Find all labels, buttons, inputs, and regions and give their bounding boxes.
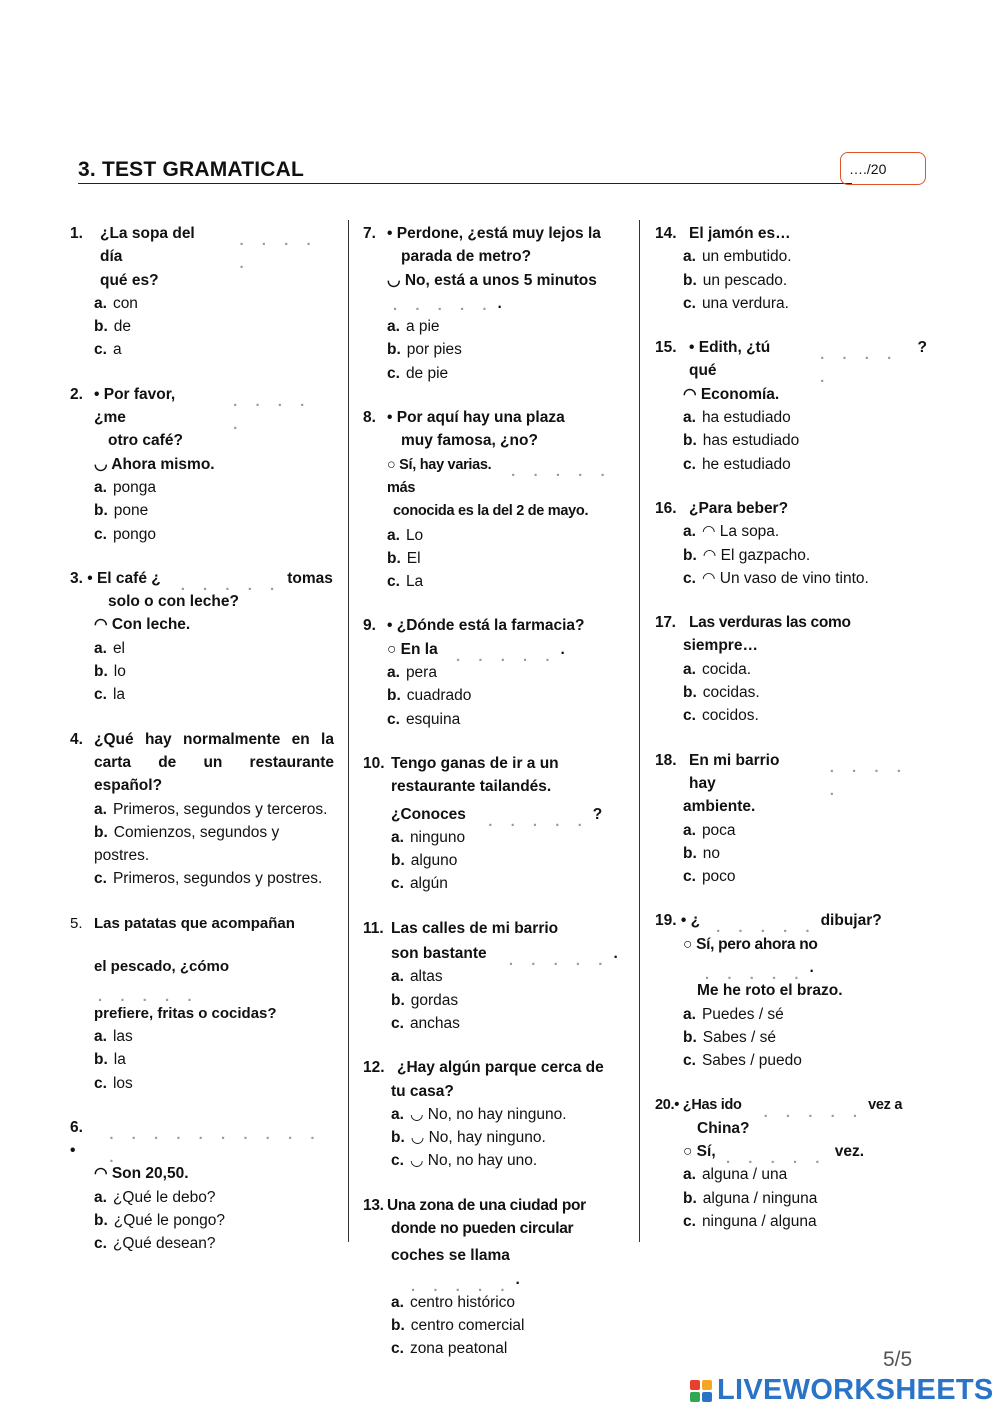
question-11: 11. Las calles de mi barrio son bastante . . . . . . a. altas b. gordas c. anchas <box>363 917 631 1035</box>
option-b[interactable]: b. lo <box>94 663 126 681</box>
option-c[interactable]: c. zona peatonal <box>391 1340 508 1358</box>
answer-blank[interactable]: . . . . . <box>725 1150 827 1168</box>
option-c[interactable]: c. ◠ Un vaso de vino tinto. <box>683 569 869 587</box>
option-c[interactable]: c. de pie <box>387 364 449 382</box>
answer-blank[interactable]: . . . . . <box>393 296 494 314</box>
question-15: 15. • Edith, ¿tú qué . . . . . ? ◠ Economía. a. ha estudiado b. has estudiado c. he estudiado <box>655 336 927 476</box>
answer-blank[interactable]: . . . . . <box>763 1103 865 1121</box>
option-b[interactable]: b. ◡ No, hay ninguno. <box>391 1129 546 1147</box>
option-b[interactable]: b. Comienzos, segundos y postres. <box>94 823 280 865</box>
question-1: 1. ¿La sopa del día . . . . . qué es? a. con b. de c. a <box>70 222 334 362</box>
option-b[interactable]: b. de <box>94 318 132 336</box>
answer-blank[interactable]: . . . . . <box>829 758 908 799</box>
question-6: 6. • . . . . . . . . . . . ◠ Son 20,50. a. ¿Qué le debo? b. ¿Qué le pongo? c. ¿Qué desean? <box>70 1116 334 1256</box>
option-a[interactable]: a. ponga <box>94 478 157 496</box>
answer-blank[interactable]: . . . . . <box>98 988 199 1006</box>
option-c[interactable]: c. los <box>94 1074 133 1092</box>
option-a[interactable]: a. con <box>94 294 138 312</box>
option-a[interactable]: a. cocida. <box>683 660 752 678</box>
question-18: 18. En mi barrio hay . . . . . ambiente. a. poca b. no c. poco <box>655 749 927 889</box>
option-c[interactable]: c. la <box>94 686 126 704</box>
column-divider-1 <box>348 220 349 1242</box>
option-b[interactable]: b. cocidas. <box>683 684 760 702</box>
question-3: 3. • El café ¿ . . . . . tomas solo o con leche? ◠ Con leche. a. el b. lo c. la <box>70 567 334 707</box>
answer-blank[interactable]: . . . . . <box>239 232 318 273</box>
option-a[interactable]: a. poca <box>683 821 736 839</box>
option-a[interactable]: a. centro histórico <box>391 1293 516 1311</box>
question-9: 9. • ¿Dónde está la farmacia? ○ En la . . . . . . a. pera b. cuadrado c. esquina <box>363 614 631 730</box>
answer-blank[interactable]: . . . . . . . . . . . <box>109 1125 322 1167</box>
question-16: 16. ¿Para beber? a. ◠ La sopa. b. ◠ El gazpacho. c. ◠ Un vaso de vino tinto. <box>655 497 927 590</box>
section-title: 3. TEST GRAMATICAL <box>78 158 305 181</box>
answer-blank[interactable]: . . . . . <box>716 919 817 937</box>
option-c[interactable]: c. a <box>94 341 122 359</box>
option-b[interactable]: b. ¿Qué le pongo? <box>94 1211 225 1229</box>
option-c[interactable]: c. una verdura. <box>683 294 789 312</box>
option-c[interactable]: c. ninguna / alguna <box>683 1212 817 1230</box>
option-b[interactable]: b. centro comercial <box>391 1317 525 1335</box>
option-a[interactable]: a. ninguno <box>391 828 466 846</box>
option-c[interactable]: c. algún <box>391 875 448 893</box>
option-a[interactable]: a. un embutido. <box>683 248 792 266</box>
option-c[interactable]: c. poco <box>683 868 736 886</box>
question-4: 4. ¿Qué hay normalmente en la carta de un restaurante español? a. Primeros, segundos y terceros. b. Comienzos, segundos y postres. c. Primeros, segundos y postres. <box>70 728 334 891</box>
option-b[interactable]: b. pone <box>94 502 149 520</box>
option-b[interactable]: b. Sabes / sé <box>683 1028 777 1046</box>
option-a[interactable]: a. Primeros, segundos y terceros. <box>94 800 328 818</box>
answer-blank[interactable]: . . . . . <box>180 576 282 594</box>
option-a[interactable]: a. ¿Qué le debo? <box>94 1188 216 1206</box>
answer-blank[interactable]: . . . . . <box>511 462 612 480</box>
option-c[interactable]: c. La <box>387 573 424 591</box>
question-14: 14. El jamón es… a. un embutido. b. un pescado. c. una verdura. <box>655 222 927 315</box>
title-underline <box>78 183 852 184</box>
logo-text: LIVEWORKSHEETS <box>717 1374 994 1406</box>
option-c[interactable]: c. esquina <box>387 710 461 728</box>
option-a[interactable]: a. ha estudiado <box>683 409 791 427</box>
question-1-text: ¿La sopa del día <box>100 225 195 266</box>
option-b[interactable]: b. ◠ El gazpacho. <box>683 546 811 564</box>
answer-blank[interactable]: . . . . . <box>488 812 589 830</box>
option-a[interactable]: a. el <box>94 639 126 657</box>
question-20: 20.• ¿Has ido . . . . . vez a China? ○ Sí, . . . . . vez. a. alguna / una b. alguna / ninguna c. ninguna / alguna <box>655 1094 927 1234</box>
option-c[interactable]: c. he estudiado <box>683 455 791 473</box>
option-c[interactable]: c. pongo <box>94 525 157 543</box>
answer-blank[interactable]: . . . . . <box>233 392 312 434</box>
option-a[interactable]: a. alguna / una <box>683 1166 788 1184</box>
option-a[interactable]: a. a pie <box>387 318 440 336</box>
liveworksheets-logo[interactable] <box>690 1374 994 1407</box>
question-7: 7. • Perdone, ¿está muy lejos la parada de metro? ◡ No, está a unos 5 minutos . . . . . . a. a pie b. por pies c. de pie <box>363 222 631 385</box>
answer-blank[interactable]: . . . . . <box>705 966 806 984</box>
option-b[interactable]: b. alguno <box>391 852 458 870</box>
option-b[interactable]: b. gordas <box>391 991 459 1009</box>
answer-blank[interactable]: . . . . . <box>411 1277 512 1295</box>
score-field[interactable] <box>840 152 926 185</box>
option-b[interactable]: b. alguna / ninguna <box>683 1189 818 1207</box>
column-3 <box>655 222 927 1254</box>
option-a[interactable]: a. altas <box>391 968 443 986</box>
option-c[interactable]: c. ¿Qué desean? <box>94 1235 216 1253</box>
question-5: 5. Las patatas que acompañan el pescado, ¿cómo . . . . . prefiere, fritas o cocidas? a. las b. la c. los <box>70 912 334 1095</box>
option-b[interactable]: b. un pescado. <box>683 271 788 289</box>
answer-blank[interactable]: . . . . . <box>508 952 610 970</box>
option-c[interactable]: c. Sabes / puedo <box>683 1052 802 1070</box>
answer-blank[interactable]: . . . . . <box>456 647 557 665</box>
option-a[interactable]: a. ◡ No, no hay ninguno. <box>391 1105 567 1123</box>
option-c[interactable]: c. cocidos. <box>683 707 759 725</box>
question-19: 19. • ¿ . . . . . dibujar? ○ Sí, pero ahora no . . . . . . Me he roto el brazo. a. Puedes / sé b. Sabes / sé c. Sabes / puedo <box>655 909 927 1072</box>
option-c[interactable]: c. Primeros, segundos y postres. <box>94 870 323 888</box>
page-number: 5/5 <box>883 1348 913 1371</box>
option-b[interactable]: b. la <box>94 1051 126 1069</box>
question-2: 2. • Por favor, ¿me . . . . . otro café? ◡ Ahora mismo. a. ponga b. pone c. pongo <box>70 383 334 546</box>
column-divider-2 <box>639 220 640 1242</box>
column-1 <box>70 222 334 1277</box>
option-a[interactable]: a. Lo <box>387 526 424 544</box>
option-b[interactable]: b. El <box>387 549 421 567</box>
option-a[interactable]: a. Puedes / sé <box>683 1005 784 1023</box>
question-13: 13. Una zona de una ciudad por donde no pueden circular coches se llama . . . . . . a. centro histórico b. centro comercial c. zona peatonal <box>363 1194 631 1361</box>
score-text: …./20 <box>849 160 887 177</box>
column-2 <box>363 222 631 1382</box>
option-b[interactable]: b. cuadrado <box>387 687 472 705</box>
option-b[interactable]: b. no <box>683 844 721 862</box>
question-17: 17. Las verduras las como siempre… a. cocida. b. cocidas. c. cocidos. <box>655 611 927 727</box>
option-c[interactable]: c. ◡ No, no hay uno. <box>391 1152 538 1170</box>
option-a[interactable]: a. las <box>94 1027 133 1045</box>
option-b[interactable]: b. has estudiado <box>683 432 800 450</box>
option-a[interactable]: a. pera <box>387 664 437 682</box>
option-c[interactable]: c. anchas <box>391 1014 460 1032</box>
question-10: 10. Tengo ganas de ir a un restaurante tailandés. ¿Conoces . . . . . ? a. ninguno b. alguno c. algún <box>363 752 631 896</box>
question-12: 12. ¿Hay algún parque cerca de tu casa? a. ◡ No, no hay ninguno. b. ◡ No, hay ninguno. c. ◡ No, no hay uno. <box>363 1056 631 1172</box>
question-8: 8. • Por aquí hay una plaza muy famosa, ¿no? ○ Sí, hay varias. . . . . . más conocida es la del 2 de mayo. a. Lo b. El c. La <box>363 406 631 593</box>
logo-icon <box>690 1380 712 1402</box>
option-b[interactable]: b. por pies <box>387 341 462 359</box>
option-a[interactable]: a. ◠ La sopa. <box>683 523 780 541</box>
answer-blank[interactable]: . . . . . <box>820 346 899 387</box>
